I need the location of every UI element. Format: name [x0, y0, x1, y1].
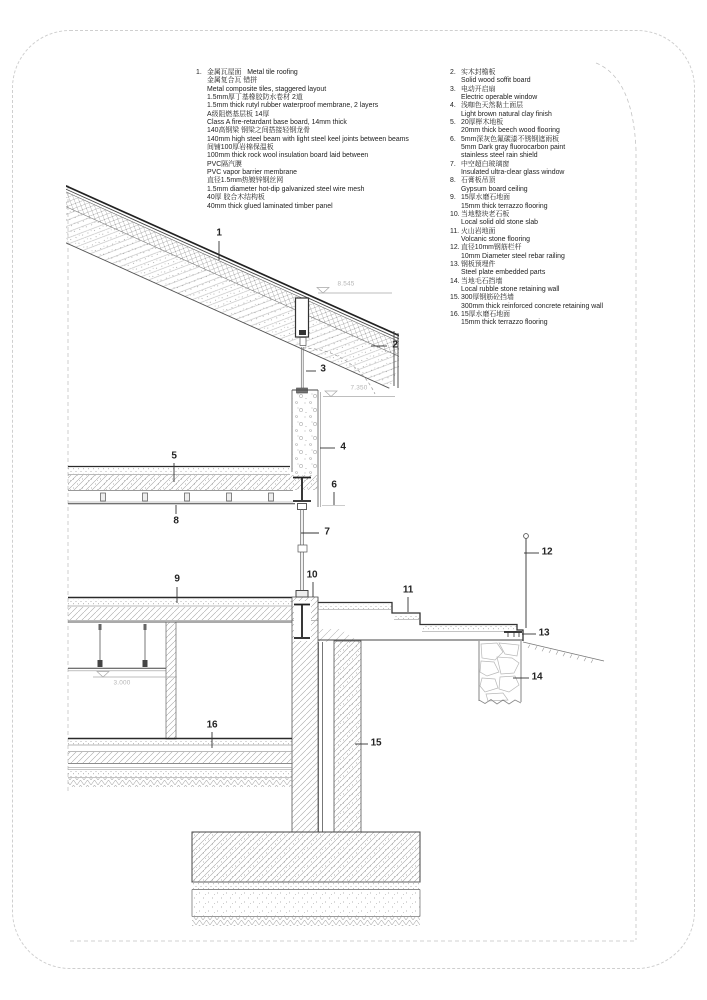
- legend-item-line: 40mm thick glued laminated timber panel: [207, 202, 333, 210]
- callout-label-13: 13: [538, 627, 550, 639]
- callout-label-4: 4: [340, 441, 346, 453]
- legend-item-line: PVC隔汽膜: [207, 160, 242, 168]
- embedded-plate: [504, 632, 522, 637]
- legend-item-line: 1.5mm thick rutyl rubber waterproof membrane, 2 layers: [207, 102, 379, 110]
- ground-floor: [68, 739, 292, 788]
- legend-column-right: [450, 69, 650, 328]
- legend-item: 14.当地毛石挡墙: [450, 277, 503, 285]
- legend-item: 2. 实木封檐板: [450, 69, 496, 76]
- legend-item-line: Class A fire-retardant base board, 14mm thick: [207, 119, 347, 127]
- legend-item-line: 15mm thick terrazzo flooring: [461, 319, 548, 327]
- legend-item-line: stainless steel rain shield: [461, 152, 538, 160]
- legend-item-line: Electric operable window: [461, 94, 538, 102]
- legend-item: 9. 15厚水磨石地面: [450, 194, 511, 202]
- legend-item-line: PVC vapor barrier membrane: [207, 169, 297, 177]
- elevation-value: 3.000: [113, 679, 131, 687]
- terrace-level-slab: [68, 598, 318, 623]
- callout-label-8: 8: [173, 515, 179, 527]
- legend-item-line: 直径1.5mm热镀锌钢丝网: [207, 177, 284, 185]
- legend-item-line: 1.5mm厚丁基橡胶防水卷材 2道: [207, 94, 303, 102]
- callout-label-16: 16: [206, 719, 218, 731]
- legend-item-line: 1.5mm diameter hot-dip galvanized steel wire mesh: [207, 185, 365, 193]
- callout-label-2: 2: [392, 339, 398, 351]
- legend-item-line: 5mm Dark gray fluorocarbon paint: [461, 144, 566, 152]
- legend-item-line: 间铺100厚岩棉保温板: [207, 144, 274, 152]
- callout-label-1: 1: [216, 227, 222, 239]
- callout-label-9: 9: [174, 573, 180, 585]
- foundation-footing: [192, 832, 420, 926]
- legend-item: 16.15厚水磨石地面: [450, 310, 511, 318]
- callout-label-14: 14: [531, 671, 543, 683]
- legend-item-line: Light brown natural clay finish: [461, 110, 552, 118]
- callout-label-5: 5: [171, 450, 177, 462]
- legend-item: 6. 5mm深灰色氟碳漆不锈钢遮雨板: [450, 135, 559, 143]
- legend-column-left: [196, 69, 448, 211]
- callout-label-7: 7: [324, 526, 330, 538]
- legend-item-line: 15mm thick terrazzo flooring: [461, 202, 548, 210]
- legend-item: 13.钢板预埋件: [450, 260, 496, 268]
- legend-item: 3. 电动开启扇: [450, 85, 496, 93]
- ground-line: [523, 642, 604, 663]
- elevation-value: 8.545: [337, 280, 355, 288]
- legend-item-line: 300mm thick reinforced concrete retaining wall: [461, 302, 604, 310]
- legend-item-line: Steel plate embedded parts: [461, 269, 546, 277]
- gypsum-ceiling: [68, 624, 166, 671]
- legend-item: 5. 20厚榉木地板: [450, 119, 504, 127]
- callout-label-6: 6: [331, 479, 337, 491]
- callout-label-11: 11: [402, 584, 414, 596]
- legend-item: 7. 中空超白玻璃窗: [450, 160, 510, 168]
- callout-label-12: 12: [541, 546, 553, 558]
- legend-item: 11. 火山岩地面: [450, 227, 496, 235]
- legend-item: 1. 金属瓦屋面 Metal tile roofing: [196, 69, 298, 76]
- legend-item-line: Local solid old stone slab: [461, 219, 538, 227]
- legend-item-line: 100mm thick rock wool insulation board laid between: [207, 152, 369, 160]
- legend-item-line: 金属复合瓦 错拼: [207, 77, 258, 85]
- legend-item-line: 40厚 胶合木结构板: [207, 194, 265, 202]
- interior-wall: [166, 622, 176, 739]
- roof-assembly: [34, 181, 411, 388]
- legend-item: 10.当地整块老石板: [450, 210, 510, 218]
- legend-item-line: Volcanic stone flooring: [461, 235, 530, 243]
- legend-item-line: Local rubble stone retaining wall: [461, 285, 560, 293]
- legend-item-line: Insulated ultra-clear glass window: [461, 169, 565, 177]
- legend-item-line: Gypsum board ceiling: [461, 185, 528, 193]
- legend-item: 15.300厚钢筋砼挡墙: [450, 294, 514, 302]
- legend-item-line: Solid wood soffit board: [461, 77, 531, 85]
- stone-sill: [296, 591, 308, 598]
- legend-item-line: Metal composite tiles, staggered layout: [207, 85, 327, 93]
- callout-label-3: 3: [320, 363, 326, 375]
- legend-item: 12.直径10mm钢筋栏杆: [450, 244, 522, 252]
- callout-label-15: 15: [370, 737, 382, 749]
- legend-item-line: 140高钢梁 钢梁之间搭接轻钢龙骨: [207, 127, 310, 135]
- callout-label-10: 10: [306, 569, 318, 581]
- legend-item-line: A级阻燃基层板 14厚: [207, 110, 270, 118]
- legend-item-line: 140mm high steel beam with light steel keel joints between beams: [207, 135, 409, 143]
- rubble-stone-wall: [479, 641, 521, 704]
- legend-item: 4. 浅咖色天然黏土面层: [450, 102, 524, 110]
- railing-post: [524, 534, 529, 628]
- legend-item-line: 10mm Diameter steel rebar railing: [461, 252, 565, 260]
- legend-item-line: 20mm thick beech wood flooring: [461, 127, 560, 135]
- legend-item: 8. 石膏板吊顶: [450, 177, 496, 185]
- window-glazing: [296, 504, 308, 598]
- elevation-value: 7.350: [350, 384, 368, 392]
